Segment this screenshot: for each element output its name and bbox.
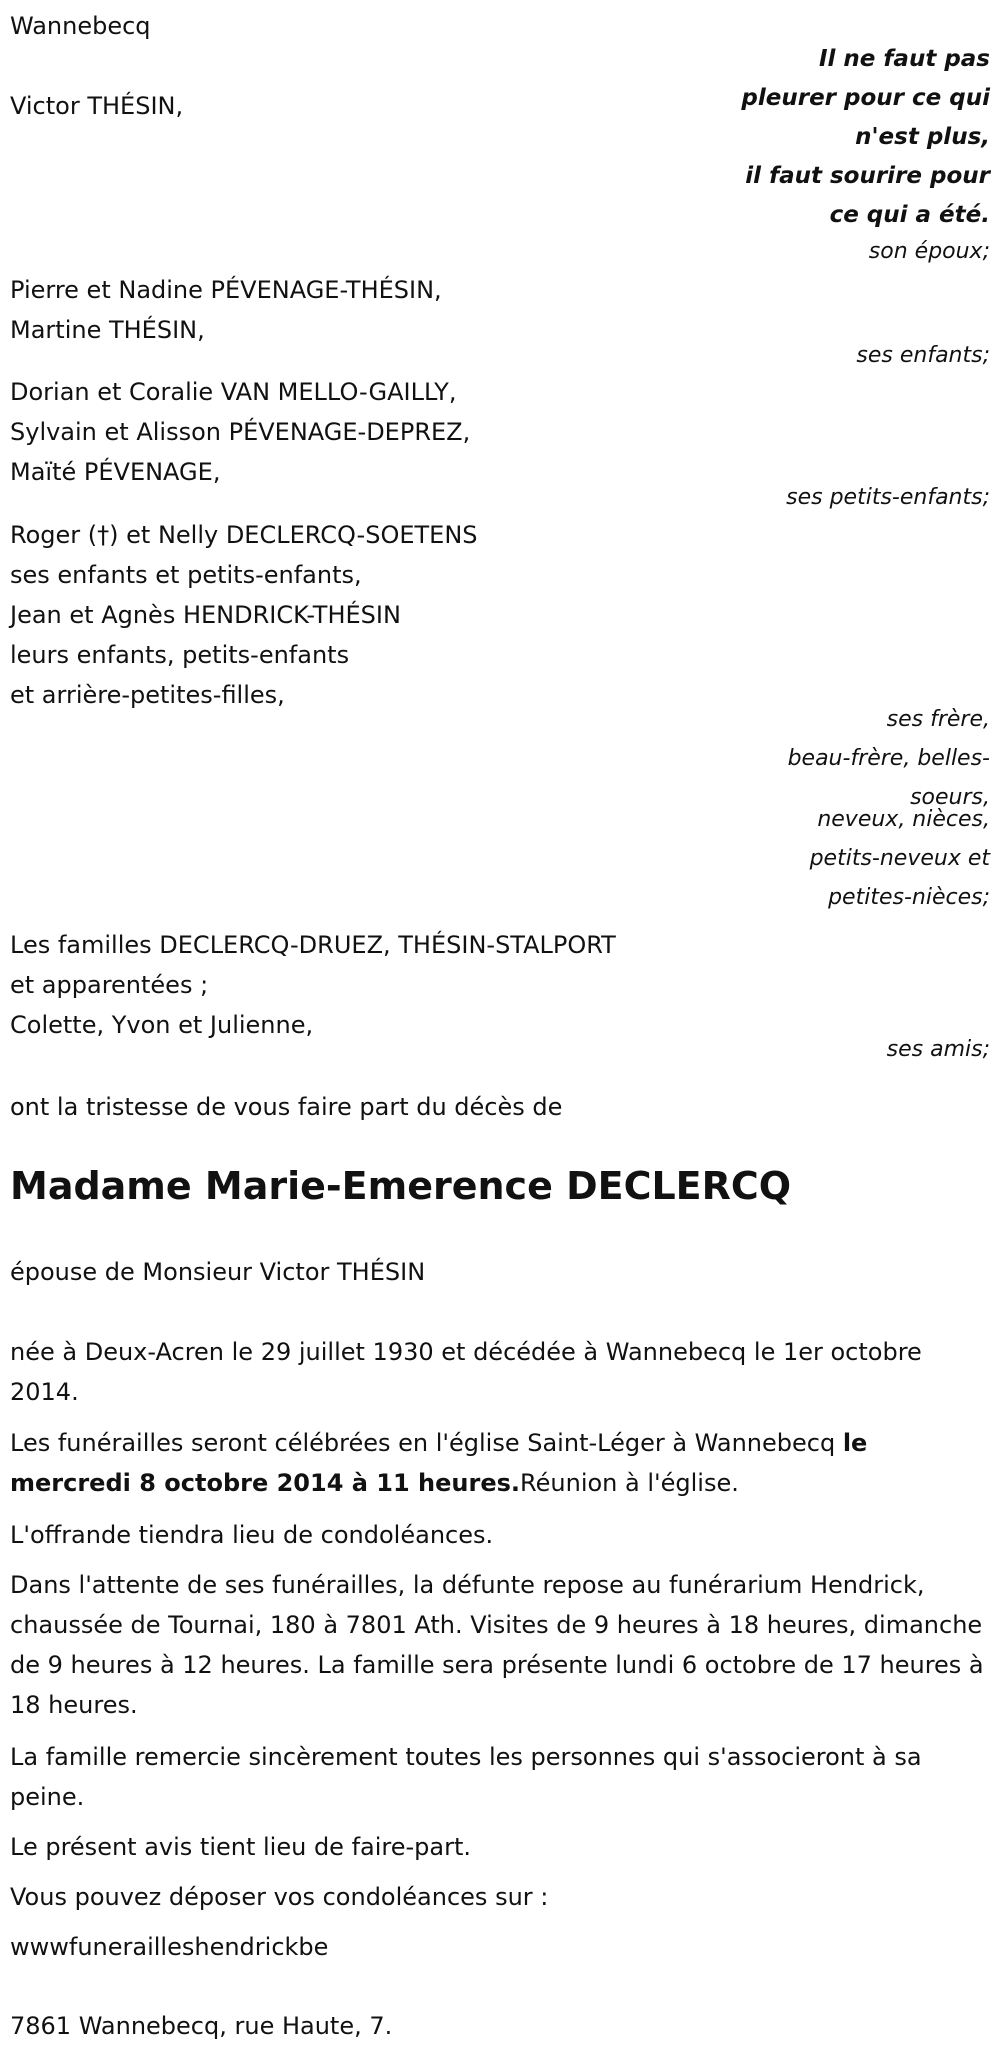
- funeral-paragraph: [10, 1423, 995, 1503]
- poem-line: ce qui a été.: [829, 202, 990, 228]
- poem-line: il faut sourire pour: [745, 163, 990, 189]
- family-member: Dorian et Coralie VAN MELLO-GAILLY,: [10, 378, 457, 406]
- poem-line: n'est plus,: [855, 124, 990, 150]
- funeral-text: Les funérailles seront célébrées en l'église Saint-Léger à Wannebecq: [10, 1429, 843, 1457]
- role-children: ses enfants;: [856, 343, 990, 368]
- family-member: Les familles DECLERCQ-DRUEZ, THÉSIN-STALPORT: [10, 931, 616, 959]
- locality: Wannebecq: [10, 12, 151, 40]
- notice-paragraph: Le présent avis tient lieu de faire-part.: [10, 1833, 472, 1861]
- children-names: [10, 270, 442, 350]
- role-siblings: ses frère, beau-frère, belles- soeurs,: [787, 707, 990, 810]
- announcement-intro: ont la tristesse de vous faire part du décès de: [10, 1093, 563, 1121]
- husband-name: Victor THÉSIN,: [10, 92, 184, 120]
- families-names: [10, 925, 616, 1045]
- family-member: Pierre et Nadine PÉVENAGE-THÉSIN,: [10, 276, 442, 304]
- deceased-name: Madame Marie-Emerence DECLERCQ: [10, 1164, 792, 1208]
- website-link[interactable]: wwwfunerailleshendrickbe: [10, 1933, 329, 1961]
- visitation-paragraph: Dans l'attente de ses funérailles, la défunte repose au funérarium Hendrick, chaussée de Tournai, 180 à 7801 Ath. Visites de 9 heures à 18 heures, dimanche de 9 heures à 12 heures. La famille sera présente lundi 6 octobre de 17 heures à 18 heures.: [10, 1571, 984, 1719]
- offering-paragraph: L'offrande tiendra lieu de condoléances.: [10, 1521, 494, 1549]
- address: 7861 Wannebecq, rue Haute, 7.: [10, 2012, 393, 2040]
- family-member: Colette, Yvon et Julienne,: [10, 1011, 314, 1039]
- funeral-date: le mercredi 8 octobre 2014 à 11 heures.: [10, 1429, 868, 1497]
- family-member: leurs enfants, petits-enfants: [10, 641, 350, 669]
- family-member: Martine THÉSIN,: [10, 316, 205, 344]
- poem-line: Il ne faut pas: [818, 46, 990, 72]
- family-member: et apparentées ;: [10, 971, 209, 999]
- birth-death-paragraph: née à Deux-Acren le 29 juillet 1930 et décédée à Wannebecq le 1er octobre 2014.: [10, 1338, 922, 1406]
- family-member: Sylvain et Alisson PÉVENAGE-DEPREZ,: [10, 418, 471, 446]
- role-spouse: son époux;: [868, 239, 990, 264]
- thanks-paragraph: La famille remercie sincèrement toutes les personnes qui s'associeront à sa peine.: [10, 1743, 922, 1811]
- role-friends: ses amis;: [886, 1037, 990, 1062]
- family-member: Jean et Agnès HENDRICK-THÉSIN: [10, 601, 401, 629]
- siblings-names: [10, 515, 478, 715]
- funeral-meeting: Réunion à l'église.: [520, 1469, 739, 1497]
- poem-quote: [720, 40, 990, 235]
- family-member: ses enfants et petits-enfants,: [10, 561, 362, 589]
- role-grandchildren: ses petits-enfants;: [786, 485, 990, 510]
- role-nephews: neveux, nièces, petits-neveux et petites-nièces;: [809, 807, 990, 910]
- family-member: Maïté PÉVENAGE,: [10, 458, 221, 486]
- family-member: Roger (†) et Nelly DECLERCQ-SOETENS: [10, 521, 478, 549]
- spouse-line: épouse de Monsieur Victor THÉSIN: [10, 1258, 426, 1286]
- poem-line: pleurer pour ce qui: [741, 85, 990, 111]
- family-member: et arrière-petites-filles,: [10, 681, 285, 709]
- condolences-intro: Vous pouvez déposer vos condoléances sur :: [10, 1883, 549, 1911]
- grandchildren-names: [10, 372, 470, 492]
